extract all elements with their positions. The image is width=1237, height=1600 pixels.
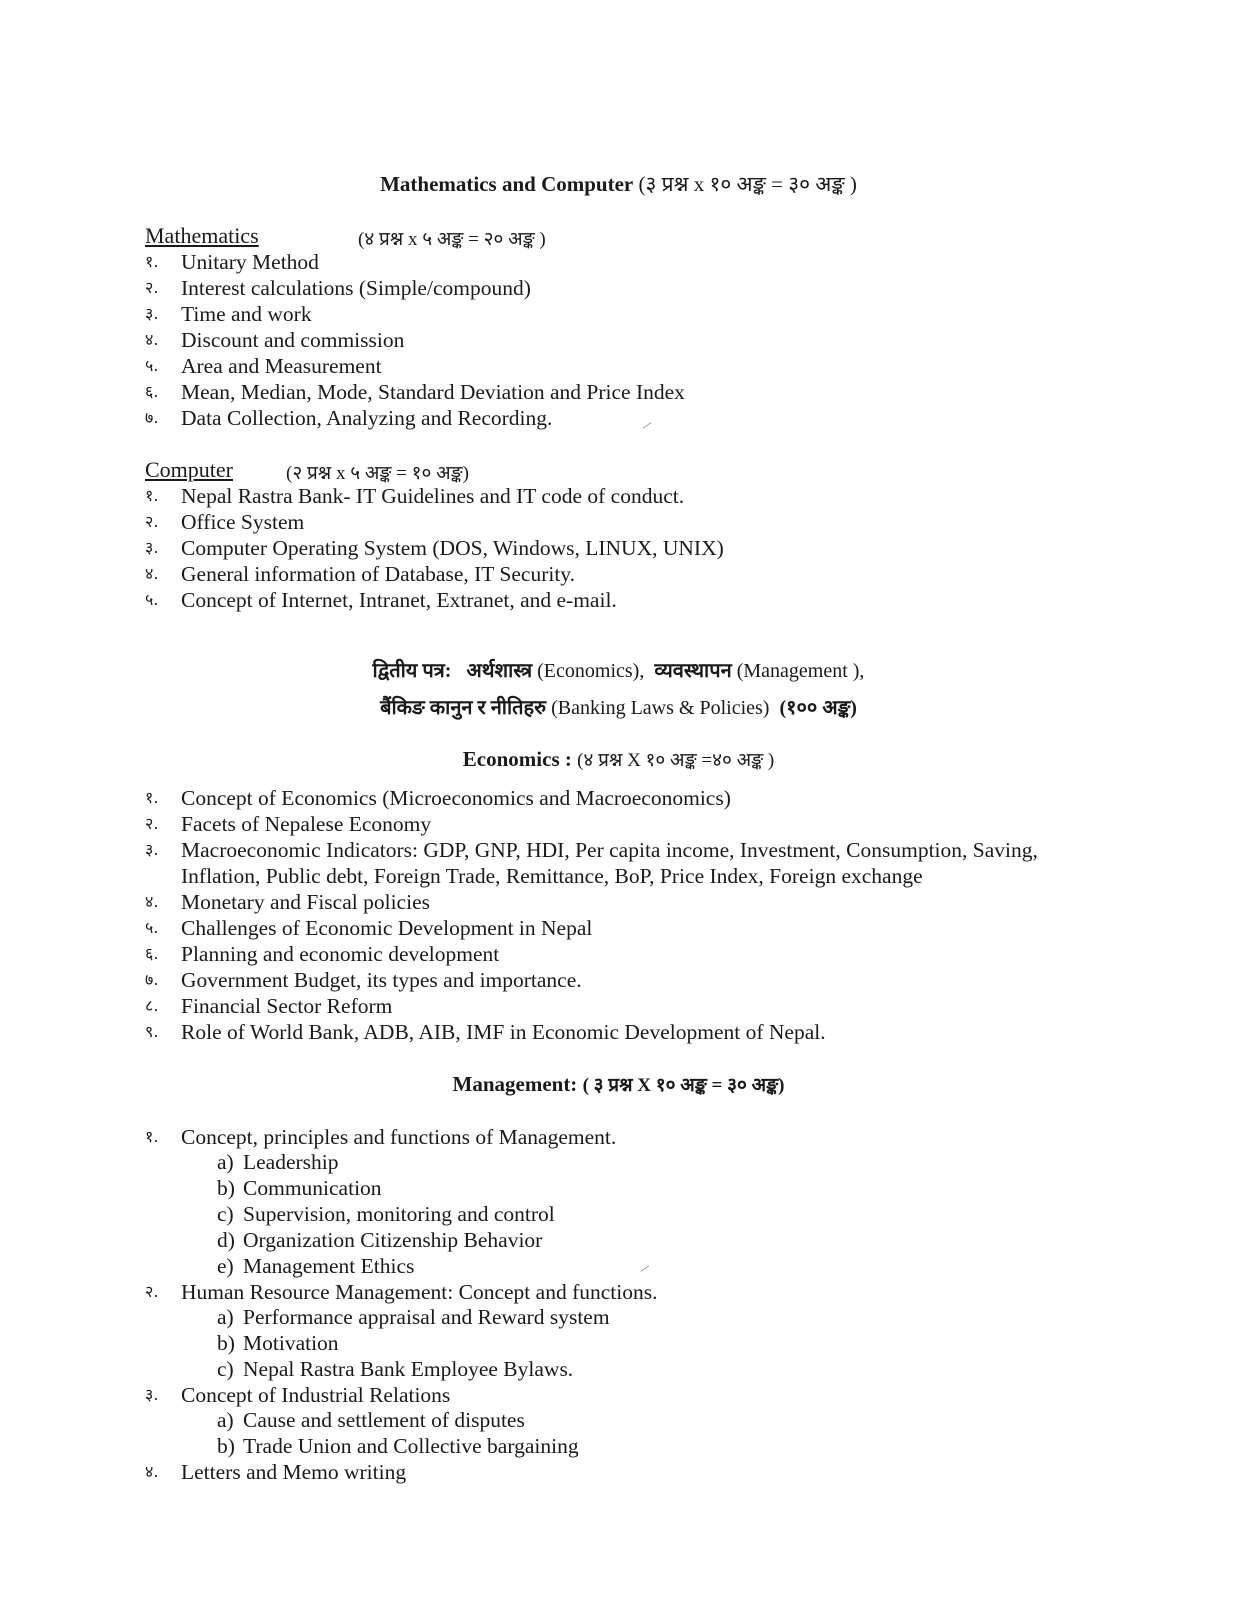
list-item: २. Human Resource Management: Concept and functions. a) Performance appraisal and Reward system b) Motivation c) Nepal Rastra Bank Employee Bylaws.	[145, 1280, 658, 1381]
computer-marks: (२ प्रश्न x ५ अङ्क = १० अङ्क)	[286, 463, 469, 484]
paper2-line2: बैंकिङ कानुन र नीतिहरु (Banking Laws & Policies) (१०० अङ्क)	[380, 697, 857, 719]
sub-item: e) Management Ethics	[217, 1254, 415, 1278]
sub-item: b) Trade Union and Collective bargaining	[217, 1434, 579, 1458]
list-item: २. Office System	[145, 510, 305, 534]
list-item: ३. Computer Operating System (DOS, Windows, LINUX, UNIX)	[145, 536, 724, 560]
list-item: ७. Data Collection, Analyzing and Recording.	[145, 406, 553, 430]
computer-heading-row	[145, 457, 469, 484]
management-heading: Management:	[452, 1072, 578, 1096]
list-item: ४. Discount and commission	[145, 328, 405, 352]
list-item: ४. Monetary and Fiscal policies	[145, 890, 430, 914]
list-item: ३. Macroeconomic Indicators: GDP, GNP, HDI, Per capita income, Investment, Consumption, Saving, Inflation, Public debt, Foreign Trade, Remittance, BoP, Price Index, Foreign exchange	[145, 838, 1038, 888]
math-heading-row	[145, 223, 546, 250]
economics-list	[145, 785, 1038, 1045]
title-bold: Mathematics and Computer	[380, 172, 634, 196]
list-item: ९. Role of World Bank, ADB, AIB, IMF in Economic Development of Nepal.	[145, 1020, 826, 1044]
list-item: २. Facets of Nepalese Economy	[145, 812, 432, 836]
list-item: १. Unitary Method	[145, 250, 319, 274]
list-item: ६. Planning and economic development	[145, 942, 500, 966]
economics-heading: Economics :	[462, 747, 572, 771]
list-item: ३. Concept of Industrial Relations a) Cause and settlement of disputes b) Trade Union and Collective bargaining	[145, 1382, 657, 1459]
management-marks: ( ३ प्रश्न X १० अङ्क = ३० अङ्क)	[582, 1075, 785, 1096]
paper2-line1: द्वितीय पत्र: अर्थशास्त्र (Economics), व्यवस्थापन (Management ),	[372, 660, 865, 682]
sub-item: b) Motivation	[217, 1331, 339, 1355]
list-item: ४. General information of Database, IT Security.	[145, 562, 576, 586]
list-item: ५. Challenges of Economic Development in Nepal	[145, 916, 593, 940]
list-item: १. Concept, principles and functions of Management. a) Leadership b) Communication c) Supervision, monitoring and control d) Organization Citizenship Behavior e) Management Ethics	[145, 1124, 657, 1279]
sub-item: d) Organization Citizenship Behavior	[217, 1228, 543, 1252]
list-item: ५. Concept of Internet, Intranet, Extranet, and e-mail.	[145, 588, 617, 612]
sub-item: a) Cause and settlement of disputes	[217, 1408, 525, 1432]
sub-item: c) Nepal Rastra Bank Employee Bylaws.	[217, 1357, 574, 1381]
list-item: १. Concept of Economics (Microeconomics and Macroeconomics)	[145, 786, 731, 810]
list-item: १. Nepal Rastra Bank- IT Guidelines and IT code of conduct.	[145, 484, 685, 508]
management-list	[145, 1124, 657, 1485]
computer-list	[145, 483, 724, 613]
list-item: ५. Area and Measurement	[145, 354, 382, 378]
sub-item: c) Supervision, monitoring and control	[217, 1202, 555, 1226]
list-item: ४. Letters and Memo writing	[145, 1460, 407, 1484]
list-item: ७. Government Budget, its types and importance.	[145, 968, 582, 992]
sub-list	[181, 1407, 657, 1459]
economics-heading-row	[0, 746, 1237, 772]
economics-marks: (४ प्रश्न X १० अङ्क =४० अङ्क )	[577, 750, 775, 771]
math-heading: Mathematics	[145, 223, 259, 248]
list-item: ८. Financial Sector Reform	[145, 994, 393, 1018]
sub-item: b) Communication	[217, 1176, 382, 1200]
sub-list	[181, 1149, 657, 1279]
title-marks: (३ प्रश्न x १० अङ्क = ३० अङ्क )	[638, 172, 857, 196]
math-marks: (४ प्रश्न x ५ अङ्क = २० अङ्क )	[358, 229, 546, 250]
list-item: ३. Time and work	[145, 302, 312, 326]
list-item: २. Interest calculations (Simple/compound)	[145, 276, 531, 300]
list-item: ६. Mean, Median, Mode, Standard Deviation and Price Index	[145, 380, 685, 404]
section-title	[0, 170, 1237, 198]
management-heading-row	[0, 1071, 1237, 1097]
math-list	[145, 249, 685, 431]
computer-heading: Computer	[145, 457, 233, 482]
sub-list	[181, 1304, 657, 1382]
sub-item: a) Leadership	[217, 1150, 339, 1174]
sub-item: a) Performance appraisal and Reward system	[217, 1305, 610, 1329]
